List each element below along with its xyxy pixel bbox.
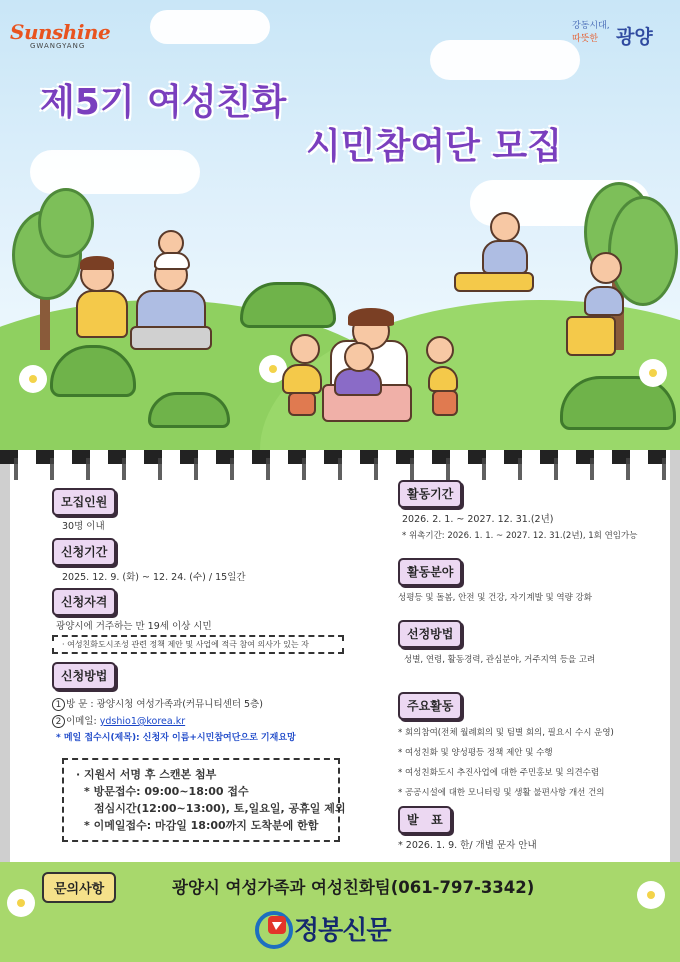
slogan-line1: 강동시대, [572, 21, 610, 31]
main-activity-item: * 공공시설에 대한 모니터링 및 생활 불편사항 개선 건의 [398, 788, 605, 798]
field-section [398, 558, 592, 607]
main-activity-item: * 여성친화도시 추진사업에 대한 주민홍보 및 의견수렴 [398, 768, 600, 778]
contact-value: 광양시 여성가족과 여성친화팀(061-797-3342) [172, 878, 535, 897]
number-badge-1: 1 [52, 698, 65, 711]
activity-period-section [398, 480, 637, 545]
field-value: 성평등 및 돌봄, 안전 및 건강, 자기계발 및 역량 강화 [398, 593, 592, 603]
slogan-city: 광양 [616, 26, 653, 48]
paper-edge [0, 450, 10, 862]
method-section [52, 662, 296, 747]
newspaper-logo-icon [254, 910, 294, 950]
announce-section [398, 806, 537, 854]
email-link[interactable]: ydshio1@korea.kr [99, 716, 186, 727]
submission-line4: * 이메일접수: 마감일 18:00까지 도착분에 한함 [84, 819, 319, 832]
recruit-value: 30명 이내 [62, 521, 105, 532]
bush-icon [240, 282, 336, 328]
bush-icon [148, 392, 230, 428]
qualify-value: 광양시에 거주하는 만 19세 이상 시민 [56, 621, 212, 632]
method-visit [52, 696, 296, 713]
main-activity-tag: 주요활동 [398, 692, 462, 720]
period-value: 2025. 12. 9. (화) ~ 12. 24. (수) / 15일간 [62, 572, 246, 583]
period-section [52, 538, 246, 586]
main-activity-item: * 회의참여(전체 월례회의 및 팀별 회의, 필요시 수시 운영) [398, 728, 614, 738]
cloud [150, 10, 270, 44]
bush-icon [560, 376, 676, 430]
method-tag: 신청방법 [52, 662, 116, 690]
selection-section [398, 620, 595, 669]
email-note: * 메일 접수시(제목): 신청자 이름+시민참여단으로 기재요망 [56, 733, 296, 743]
activity-period-tag: 활동기간 [398, 480, 462, 508]
number-badge-2: 2 [52, 715, 65, 728]
submission-line1: · 지원서 서명 후 스캔본 첨부 [76, 768, 217, 781]
page-title-line1: 제5기 여성친화 [40, 82, 287, 123]
main-activity-section [398, 692, 614, 803]
cloud [430, 40, 580, 80]
period-tag: 신청기간 [52, 538, 116, 566]
contact-footer [0, 862, 680, 962]
flower-icon [642, 362, 664, 384]
field-tag: 활동분야 [398, 558, 462, 586]
email-label: 이메일: [66, 716, 100, 727]
recruit-tag: 모집인원 [52, 488, 116, 516]
announce-tag: 발 표 [398, 806, 452, 834]
slogan [572, 20, 610, 46]
activity-period-line1: 2026. 2. 1. ~ 2027. 12. 31.(2년) [402, 514, 554, 525]
slogan-line2: 따뜻한 [572, 34, 599, 44]
paper-edge [670, 450, 680, 862]
visit-text: 방 문 : 광양시청 여성가족과(커뮤니티센터 5층) [66, 699, 263, 710]
qualify-section [52, 588, 344, 654]
announce-value: * 2026. 1. 9. 한/ 개별 문자 안내 [398, 840, 537, 851]
flower-icon [262, 358, 284, 380]
page-title-line2: 시민참여단 모집 [306, 126, 562, 167]
brand-logo: Sunshine [10, 20, 111, 44]
submission-box [62, 758, 346, 842]
qualify-tag: 신청자격 [52, 588, 116, 616]
tree-icon [38, 188, 94, 258]
contact-tag: 문의사항 [42, 872, 116, 903]
flower-icon [640, 884, 662, 906]
submission-line2: * 방문접수: 09:00~18:00 접수 [84, 785, 249, 798]
activity-period-line2: * 위촉기간: 2026. 1. 1. ~ 2027. 12. 31.(2년), 1회 연임가능 [402, 531, 638, 541]
newspaper-logo-text: 정봉신문 [294, 916, 391, 946]
qualify-note: · 여성친화도시조성 관련 정책 제안 및 사업에 적극 참여 의사가 있는 자 [52, 635, 344, 654]
selection-value: 성별, 연령, 활동경력, 관심분야, 거주지역 등을 고려 [404, 655, 596, 665]
method-email [52, 713, 296, 730]
cloud [30, 150, 200, 194]
info-notebook [0, 450, 680, 862]
submission-line3: 점심시간(12:00~13:00), 토,일요일, 공휴일 제외 [94, 802, 346, 815]
hero-illustration [0, 0, 680, 450]
notebook-rings [0, 458, 680, 480]
recruit-section [52, 488, 116, 535]
main-activity-item: * 여성친화 및 양성평등 정책 제안 및 수행 [398, 748, 553, 758]
flower-icon [22, 368, 44, 390]
selection-tag: 선정방법 [398, 620, 462, 648]
flower-icon [10, 892, 32, 914]
brand-sub: GWANGYANG [30, 42, 86, 50]
